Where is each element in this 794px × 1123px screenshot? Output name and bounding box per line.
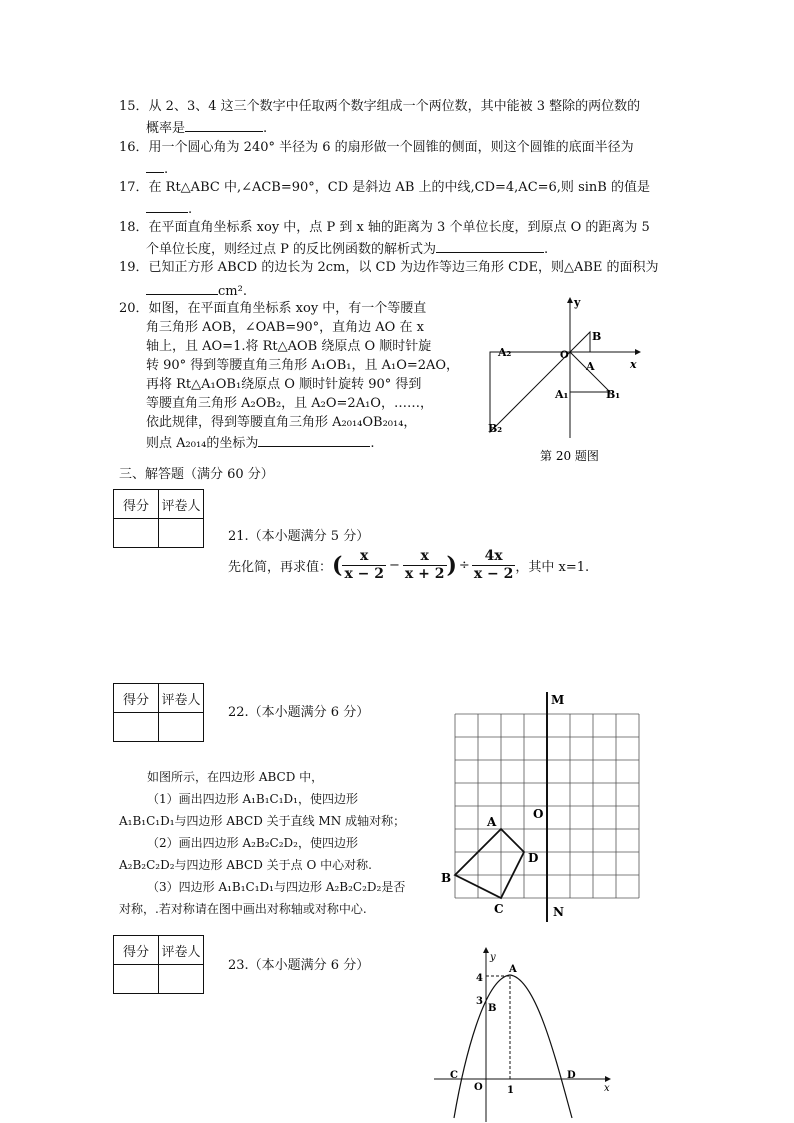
fig23-label-d: D (567, 1070, 576, 1081)
fig20-label-b2: B₂ (488, 422, 503, 435)
fig20-caption: 第 20 题图 (540, 449, 599, 463)
score-cell[interactable] (114, 965, 159, 994)
score-cell[interactable] (114, 519, 159, 548)
fig20-label-b: B (592, 330, 602, 343)
q15-line1: 15．从 2、3、4 这三个数字中任取两个数字组成一个两位数，其中能被 3 整除的两位数的 (119, 99, 641, 114)
fig20-label-y: y (574, 296, 581, 309)
fig23-label-b: B (488, 1003, 497, 1014)
fig23-label-3: 3 (476, 996, 483, 1007)
q17-line1: 17．在 Rt△ABC 中,∠ACB=90°，CD 是斜边 AB 上的中线,CD=4,AC=6,则 sinB 的值是 (119, 180, 650, 195)
fig23-label-x: x (604, 1083, 610, 1094)
q23-title: 23.（本小题满分 6 分） (228, 958, 370, 973)
fraction-3 (472, 548, 516, 583)
fraction-1-denominator: x − 2 (344, 566, 385, 582)
triangle-aob (570, 332, 590, 352)
q17-line2 (146, 200, 192, 218)
paren-open: ( (332, 552, 343, 579)
fig22-label-a: A (487, 815, 497, 829)
q20-line: 依此规律，得到等腰直角三角形 A₂₀₁₄OB₂₀₁₄， (146, 415, 417, 430)
q19-line2 (146, 282, 247, 300)
fig20-label-b1: B₁ (606, 388, 621, 401)
q22-line: 如图所示，在四边形 ABCD 中， (147, 770, 324, 784)
fraction-1 (342, 548, 386, 583)
fig20-label-a: A (586, 360, 595, 373)
q16-end: . (164, 162, 169, 177)
q21-title: 21.（本小题满分 5 分） (228, 529, 370, 544)
figure-20 (480, 290, 650, 465)
q22-line: （3）四边形 A₁B₁C₁D₁与四边形 A₂B₂C₂D₂是否 (147, 880, 406, 894)
q18-line2 (146, 240, 548, 258)
fig20-label-a1: A₁ (555, 388, 569, 401)
fraction-3-denominator: x − 2 (473, 566, 514, 582)
q18-end: . (544, 242, 549, 257)
q18-line1: 18．在平面直角坐标系 xoy 中，点 P 到 x 轴的距离为 3 个单位长度，到原点 O 的距离为 5 (119, 220, 650, 235)
grader-cell[interactable] (159, 519, 204, 548)
q21-tail: ，其中 x=1. (515, 560, 590, 575)
score-box-21 (113, 489, 204, 548)
q20-text (119, 301, 459, 452)
grader-label: 评卷人 (159, 684, 204, 713)
fig23-label-y: y (490, 952, 496, 963)
q22-title: 22.（本小题满分 6 分） (228, 705, 370, 720)
figure-23 (430, 940, 620, 1123)
fig22-label-n: N (553, 905, 564, 919)
q22-line: （2）画出四边形 A₂B₂C₂D₂，使四边形 (147, 836, 358, 850)
fraction-1-numerator: x (342, 548, 386, 566)
q20-end: . (370, 436, 375, 451)
answer-blank[interactable] (258, 434, 370, 447)
fig23-label-a: A (509, 964, 517, 975)
q22-text (119, 766, 405, 920)
paren-close: ) (446, 552, 457, 579)
fig22-label-m: M (551, 693, 565, 707)
answer-blank[interactable] (146, 282, 218, 295)
fig22-label-o: O (533, 807, 544, 821)
q21-expression (228, 548, 589, 583)
answer-blank[interactable] (146, 200, 188, 213)
score-box-23 (113, 935, 204, 994)
divide-sign: ÷ (458, 558, 470, 573)
fig22-label-d: D (528, 851, 539, 865)
fig22-label-b: B (441, 871, 452, 885)
answer-blank[interactable] (436, 240, 544, 253)
fig20-label-a2: A₂ (498, 346, 512, 359)
q22-line: （1）画出四边形 A₁B₁C₁D₁，使四边形 (147, 792, 358, 806)
fraction-2-numerator: x (403, 548, 447, 566)
score-label: 得分 (114, 936, 159, 965)
score-cell[interactable] (114, 713, 159, 742)
minus-sign: − (389, 558, 400, 573)
fig23-label-c: C (450, 1070, 458, 1081)
grader-label: 评卷人 (159, 490, 204, 519)
q20-line: 再将 Rt△A₁OB₁绕原点 O 顺时针旋转 90° 得到 (146, 377, 422, 392)
q22-line: A₁B₁C₁D₁与四边形 ABCD 关于直线 MN 成轴对称； (119, 814, 406, 828)
q15-line2-text: 概率是 (146, 121, 186, 136)
section-3-heading: 三、解答题（满分 60 分） (119, 467, 274, 482)
q16-line1: 16．用一个圆心角为 240° 半径为 6 的扇形做一个圆锥的侧面，则这个圆锥的底面半径为 (119, 140, 634, 155)
answer-blank[interactable] (185, 119, 263, 132)
grader-cell[interactable] (159, 713, 204, 742)
q22-line: 对称，.若对称请在图中画出对称轴或对称中心. (119, 902, 367, 916)
q20-line: 转 90° 得到等腰直角三角形 A₁OB₁，且 A₁O=2AO， (146, 358, 460, 373)
q20-line: 20．如图，在平面直角坐标系 xoy 中，有一个等腰直 (119, 301, 427, 316)
figure-22 (440, 690, 660, 925)
grader-label: 评卷人 (159, 936, 204, 965)
q15-line2 (146, 119, 267, 137)
fig22-label-c: C (494, 902, 504, 916)
q20-last-line (146, 434, 459, 452)
fig23-label-o: O (474, 1082, 483, 1093)
q17-end: . (188, 202, 193, 217)
fig20-label-x: x (630, 358, 637, 371)
q22-line: A₂B₂C₂D₂与四边形 ABCD 关于点 O 中心对称. (119, 858, 372, 872)
q20-line: 角三角形 AOB，∠OAB=90°，直角边 AO 在 x (146, 320, 424, 335)
q20-line: 轴上，且 AO=1.将 Rt△AOB 绕原点 O 顺时针旋 (146, 339, 432, 354)
q15-end: . (263, 121, 268, 136)
fraction-3-numerator: 4x (472, 548, 516, 566)
fraction-2-denominator: x + 2 (404, 566, 445, 582)
fraction-2 (403, 548, 447, 583)
score-label: 得分 (114, 684, 159, 713)
q16-line2 (146, 160, 168, 178)
q19-line1: 19．已知正方形 ABCD 的边长为 2cm，以 CD 为边作等边三角形 CDE，则△ABE 的面积为 (119, 260, 659, 275)
score-label: 得分 (114, 490, 159, 519)
score-box-22 (113, 683, 204, 742)
q20-last-text: 则点 A₂₀₁₄的坐标为 (146, 436, 259, 451)
parabola (454, 975, 572, 1118)
fig23-label-4: 4 (476, 973, 483, 984)
grader-cell[interactable] (159, 965, 204, 994)
fig20-label-o: O (560, 350, 569, 361)
q20-line: 等腰直角三角形 A₂OB₂，且 A₂O=2A₁O，……， (146, 396, 433, 411)
quadrilateral-abcd (455, 829, 524, 898)
q18-line2-text: 个单位长度，则经过点 P 的反比例函数的解析式为 (146, 242, 437, 257)
q21-lead: 先化简，再求值： (228, 560, 333, 575)
fig23-label-1: 1 (507, 1085, 514, 1096)
answer-blank[interactable] (146, 160, 164, 173)
q19-unit: cm². (218, 284, 247, 299)
